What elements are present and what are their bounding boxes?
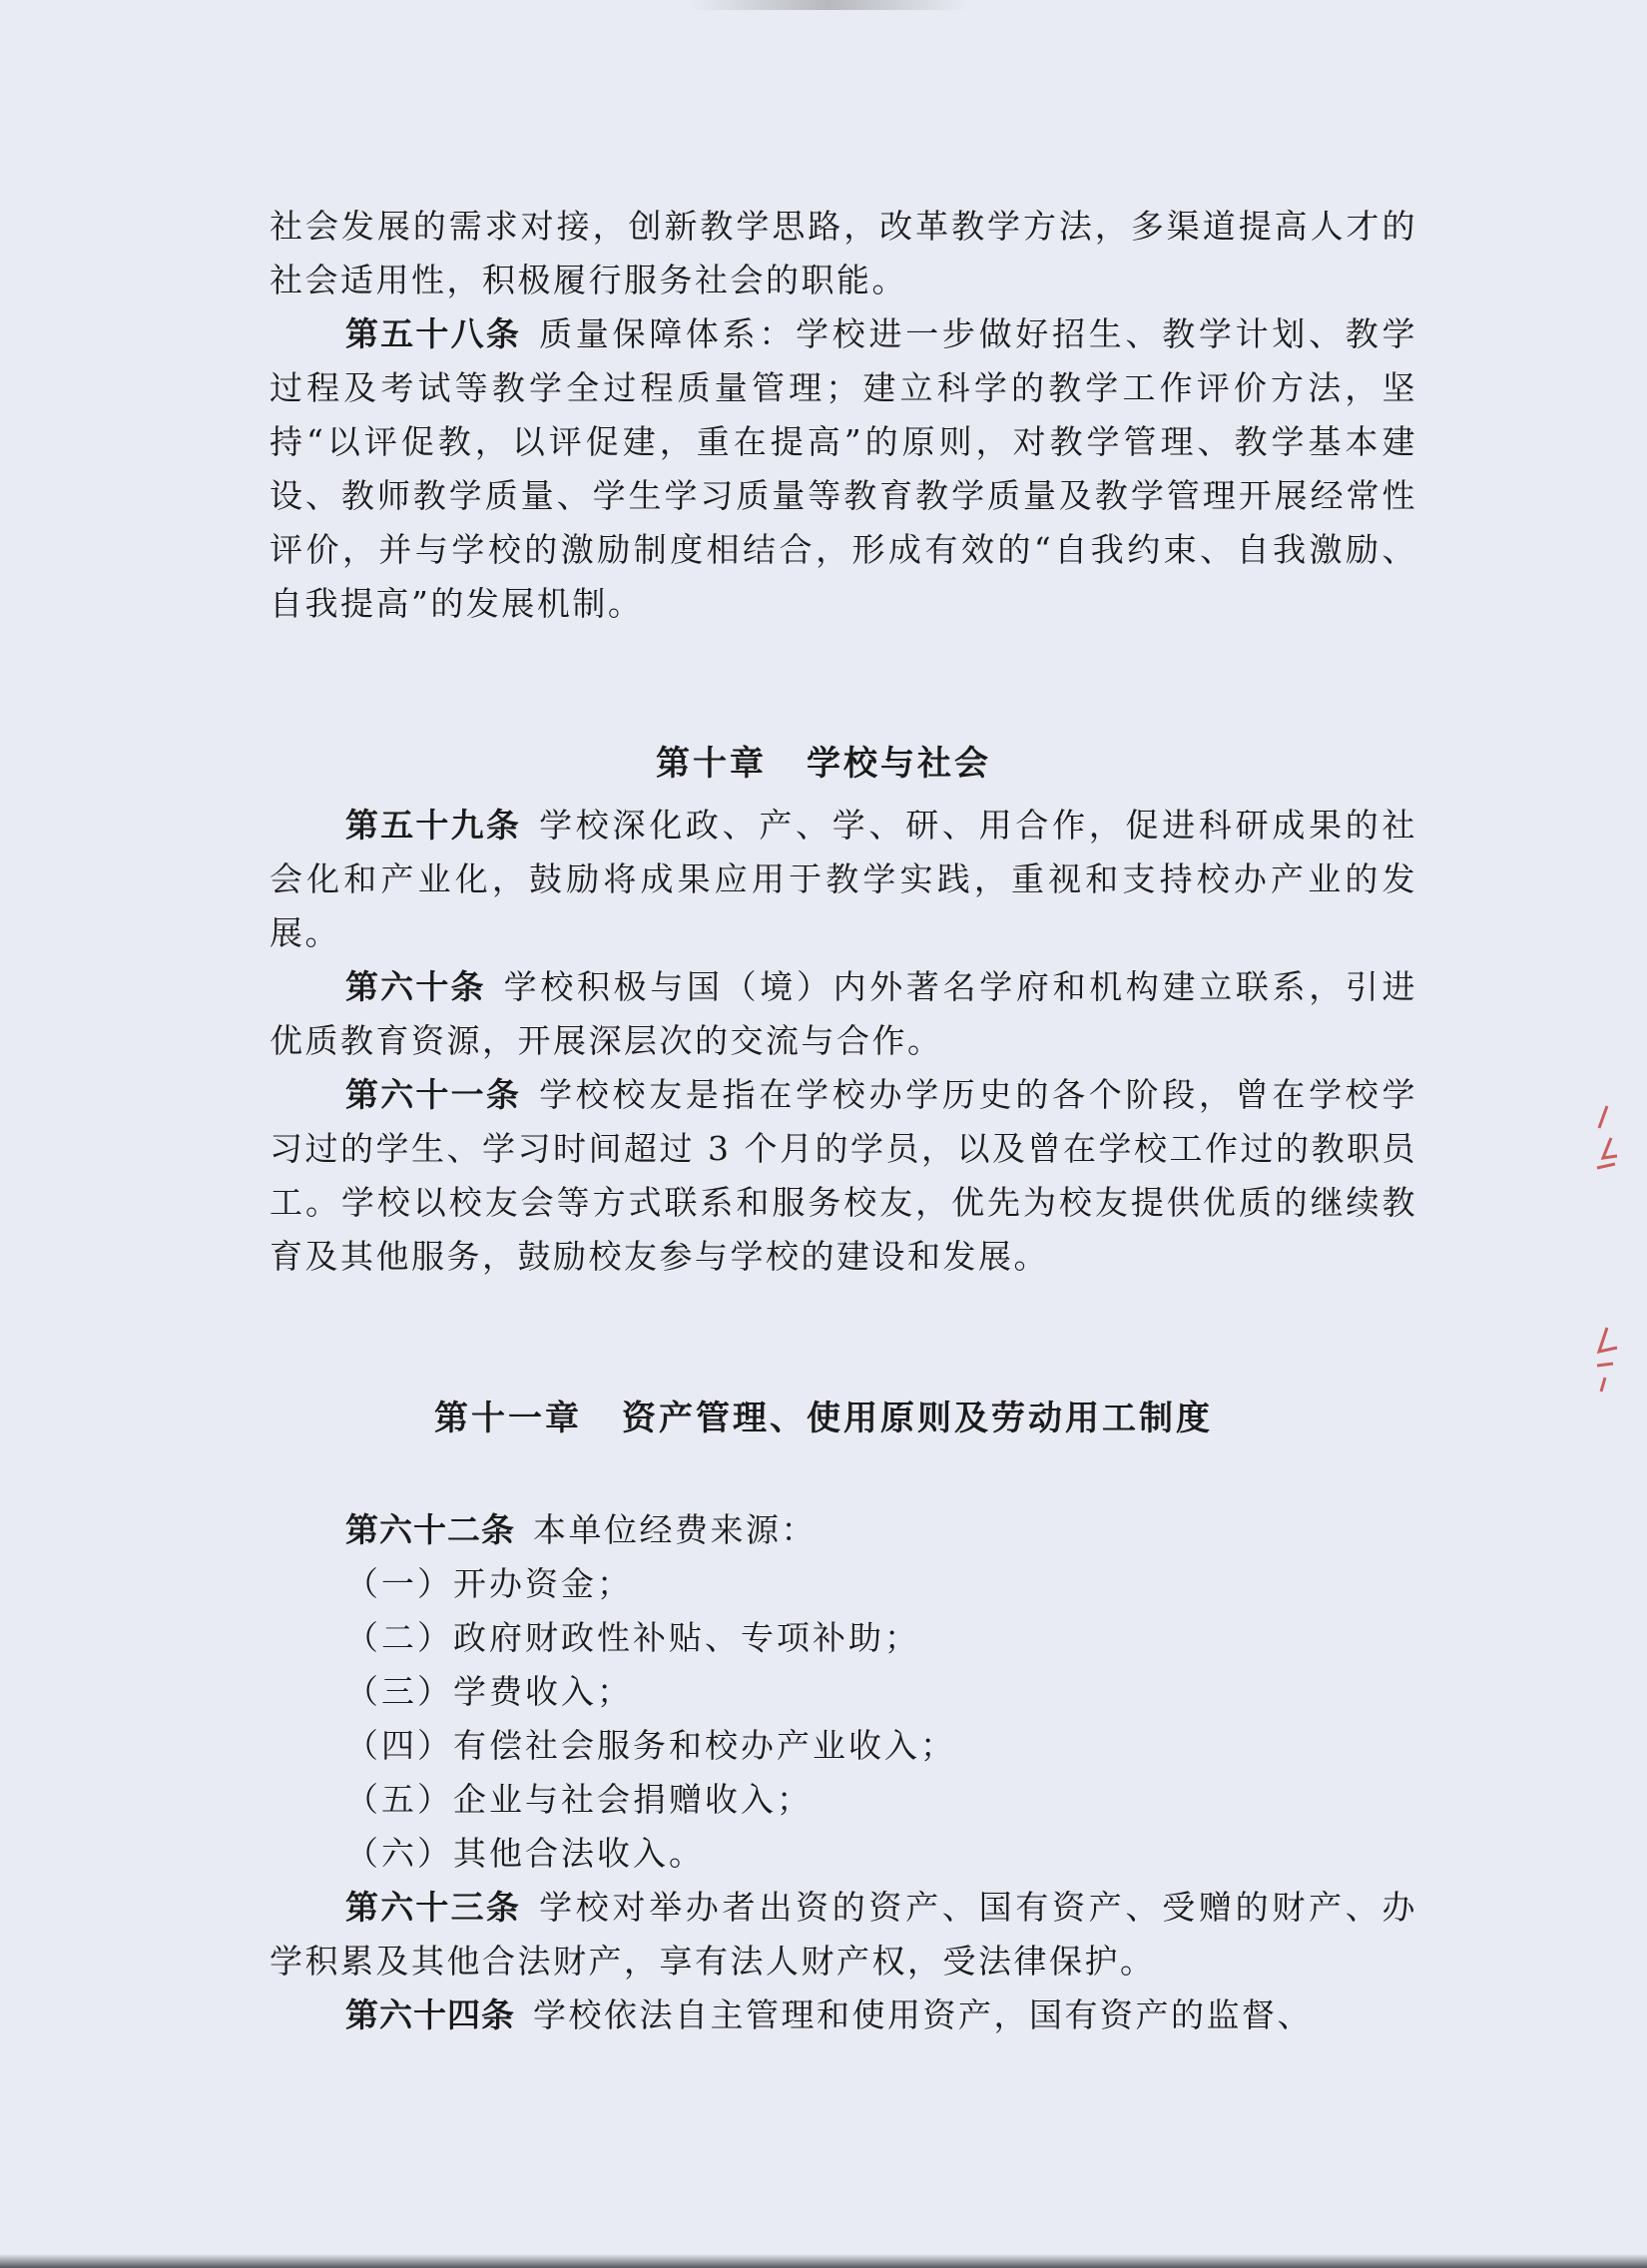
article-59	[270, 799, 1417, 960]
chapter-10-name: 学校与社会	[807, 744, 991, 784]
article-62	[270, 1503, 1417, 1557]
article-62-label: 第六十二条	[345, 1510, 515, 1549]
scan-smudge	[689, 0, 968, 10]
seal-fragment-bottom	[1577, 1318, 1647, 1416]
article-59-text: 学校深化政、产、学、研、用合作，促进科研成果的社会化和产业化，鼓励将成果应用于教学实践，重视和支持校办产业的发展。	[270, 806, 1418, 952]
article-60-label: 第六十条	[345, 967, 486, 1006]
funding-item: （五）企业与社会捐赠收入；	[345, 1780, 813, 1819]
article-62-text: 本单位经费来源：	[533, 1510, 817, 1549]
article-60-text: 学校积极与国（境）内外著名学府和机构建立联系，引进优质教育资源，开展深层次的交流与合作。	[270, 967, 1418, 1060]
article-64	[270, 1988, 1417, 2042]
article-63	[270, 1881, 1417, 1988]
article-58-label: 第五十八条	[345, 314, 522, 353]
article-59-label: 第五十九条	[345, 806, 522, 845]
article-61	[270, 1068, 1417, 1284]
chapter-10-number: 第十章	[656, 744, 767, 784]
seal-fragment-top	[1577, 1098, 1647, 1196]
chapter-11-number: 第十一章	[434, 1399, 582, 1438]
funding-item: （三）学费收入；	[345, 1672, 633, 1711]
article-63-label: 第六十三条	[345, 1888, 522, 1927]
seal-fragment-top-icon	[1577, 1098, 1637, 1188]
article-61-label: 第六十一条	[345, 1075, 522, 1114]
funding-item: （一）开办资金；	[345, 1564, 633, 1603]
article-61-text: 学校校友是指在学校办学历史的各个阶段，曾在学校学习过的学生、学习时间超过 3 个月的学员，以及曾在学校工作过的教职员工。学校以校友会等方式联系和服务校友，优先为校友提供优质的继续教育及其他服务，鼓励校友参与学校的建设和发展。	[270, 1075, 1418, 1276]
article-58	[270, 307, 1417, 631]
scan-bottom-edge	[0, 2254, 1647, 2268]
text-block-1	[270, 200, 1417, 631]
article-60	[270, 960, 1417, 1068]
funding-item: （二）政府财政性补贴、专项补助；	[345, 1618, 920, 1657]
funding-item: （六）其他合法收入。	[345, 1834, 705, 1873]
chapter-11-name: 资产管理、使用原则及劳动用工制度	[622, 1399, 1213, 1438]
chapter-10-title	[0, 737, 1647, 791]
chapter-11-title	[0, 1392, 1647, 1445]
text-block-2	[270, 799, 1417, 1284]
paragraph-continuation: 社会发展的需求对接，创新教学思路，改革教学方法，多渠道提高人才的社会适用性，积极履行服务社会的职能。	[270, 207, 1417, 299]
funding-item: （四）有偿社会服务和校办产业收入；	[345, 1726, 956, 1765]
text-block-3	[270, 1503, 1417, 2042]
article-58-text: 质量保障体系：学校进一步做好招生、教学计划、教学过程及考试等教学全过程质量管理；建立科学的教学工作评价方法，坚持“以评促教，以评促建，重在提高”的原则，对教学管理、教学基本建设、教师教学质量、学生学习质量等教育教学质量及教学管理开展经常性评价，并与学校的激励制度相结合，形成有效的“自我约束、自我激励、自我提高”的发展机制。	[270, 314, 1418, 623]
article-64-label: 第六十四条	[345, 1995, 515, 2034]
article-63-text: 学校对举办者出资的资产、国有资产、受赠的财产、办学积累及其他合法财产，享有法人财产权，受法律保护。	[270, 1888, 1418, 1981]
seal-fragment-bottom-icon	[1577, 1318, 1637, 1408]
article-64-text: 学校依法自主管理和使用资产，国有资产的监督、	[533, 1995, 1313, 2034]
